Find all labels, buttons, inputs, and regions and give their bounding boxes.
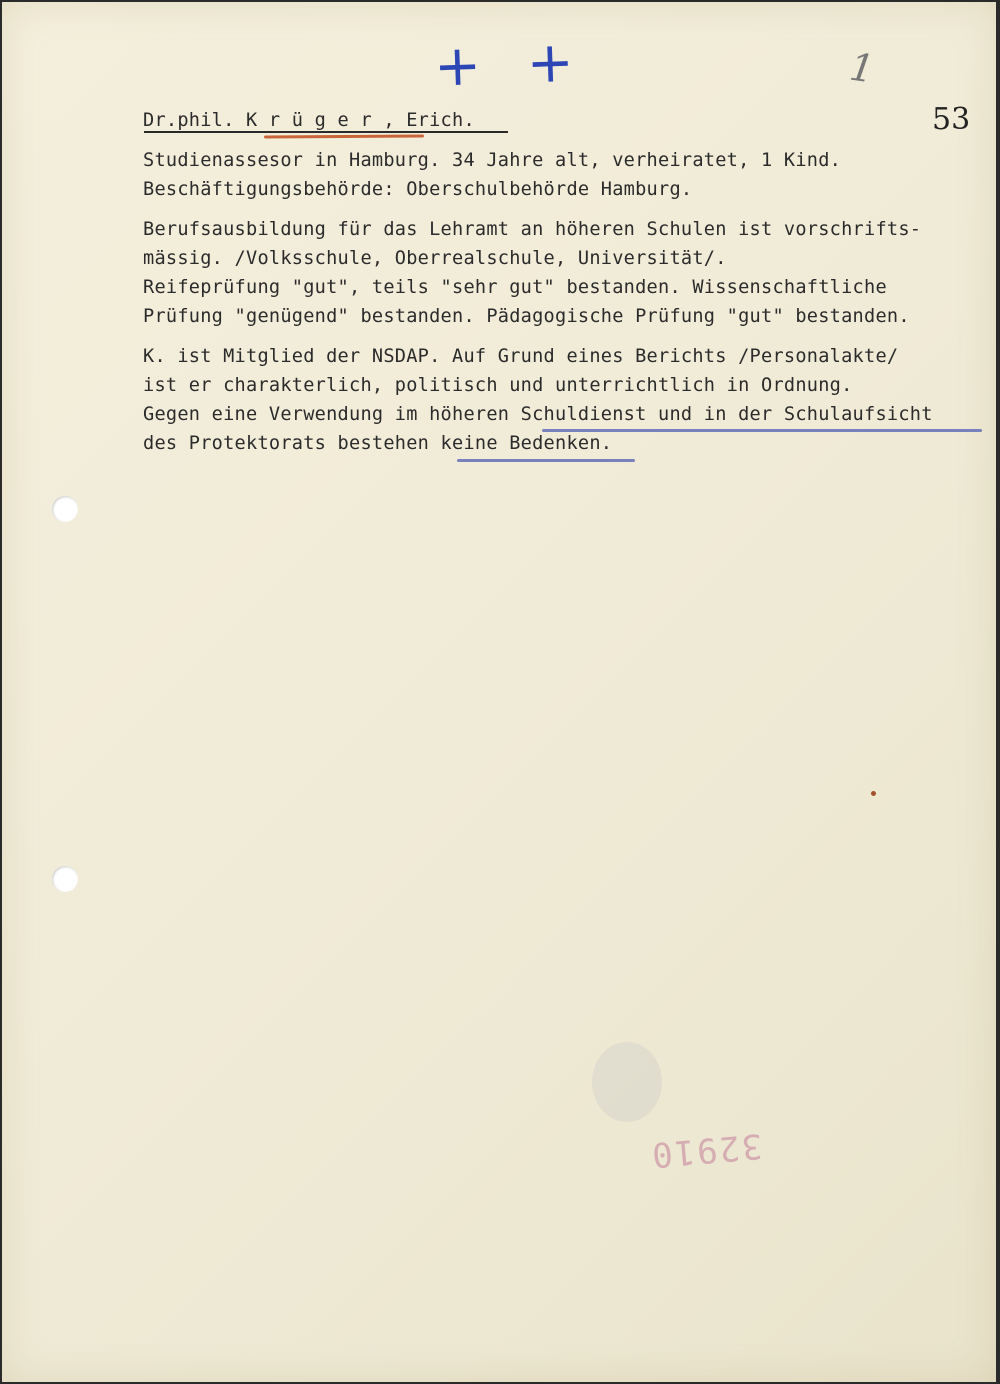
paragraph-education [143, 215, 921, 331]
ink-dot [871, 791, 876, 796]
punch-hole [52, 496, 78, 522]
blue-pencil-underline [457, 459, 635, 462]
heading-underline [144, 131, 508, 133]
handwritten-corner-number: 1 [847, 44, 878, 92]
text-line: Gegen eine Verwendung im höheren Schuldienst und in der Schulaufsicht [143, 404, 933, 425]
text-line: ist er charakterlich, politisch und unterrichtlich in Ordnung. [143, 375, 853, 396]
punch-hole [52, 866, 78, 892]
handwritten-crosses: + + [432, 29, 589, 100]
blue-pencil-underline [542, 429, 982, 432]
text-line: Berufsausbildung für das Lehramt an höheren Schulen ist vorschrifts- [143, 219, 922, 240]
surname: K r ü g e r [246, 110, 372, 131]
text-line: K. ist Mitglied der NSDAP. Auf Grund eines Berichts /Personalakte/ [143, 346, 899, 367]
archive-stamp-number: 32910 [648, 1125, 764, 1175]
paper-smudge [592, 1042, 662, 1122]
text-line: mässig. /Volksschule, Oberrealschule, Universität/. [143, 248, 727, 269]
given-name: , Erich. [371, 110, 475, 131]
text-line: Beschäftigungsbehörde: Oberschulbehörde Hamburg. [143, 179, 693, 200]
surname-pencil-underline [264, 134, 424, 138]
paragraph-personal [143, 146, 841, 204]
paragraph-assessment [143, 342, 933, 458]
text-line: Studienassesor in Hamburg. 34 Jahre alt, verheiratet, 1 Kind. [143, 150, 842, 171]
text-line: Reifeprüfung "gut", teils "sehr gut" bestanden. Wissenschaftliche [143, 277, 887, 298]
page-number: 53 [932, 102, 971, 137]
text-line: Prüfung "genügend" bestanden. Pädagogische Prüfung "gut" bestanden. [143, 306, 910, 327]
title-prefix: Dr.phil. [143, 110, 246, 131]
document-sheet [2, 2, 996, 1382]
text-line: des Protektorats bestehen keine Bedenken. [143, 433, 613, 454]
